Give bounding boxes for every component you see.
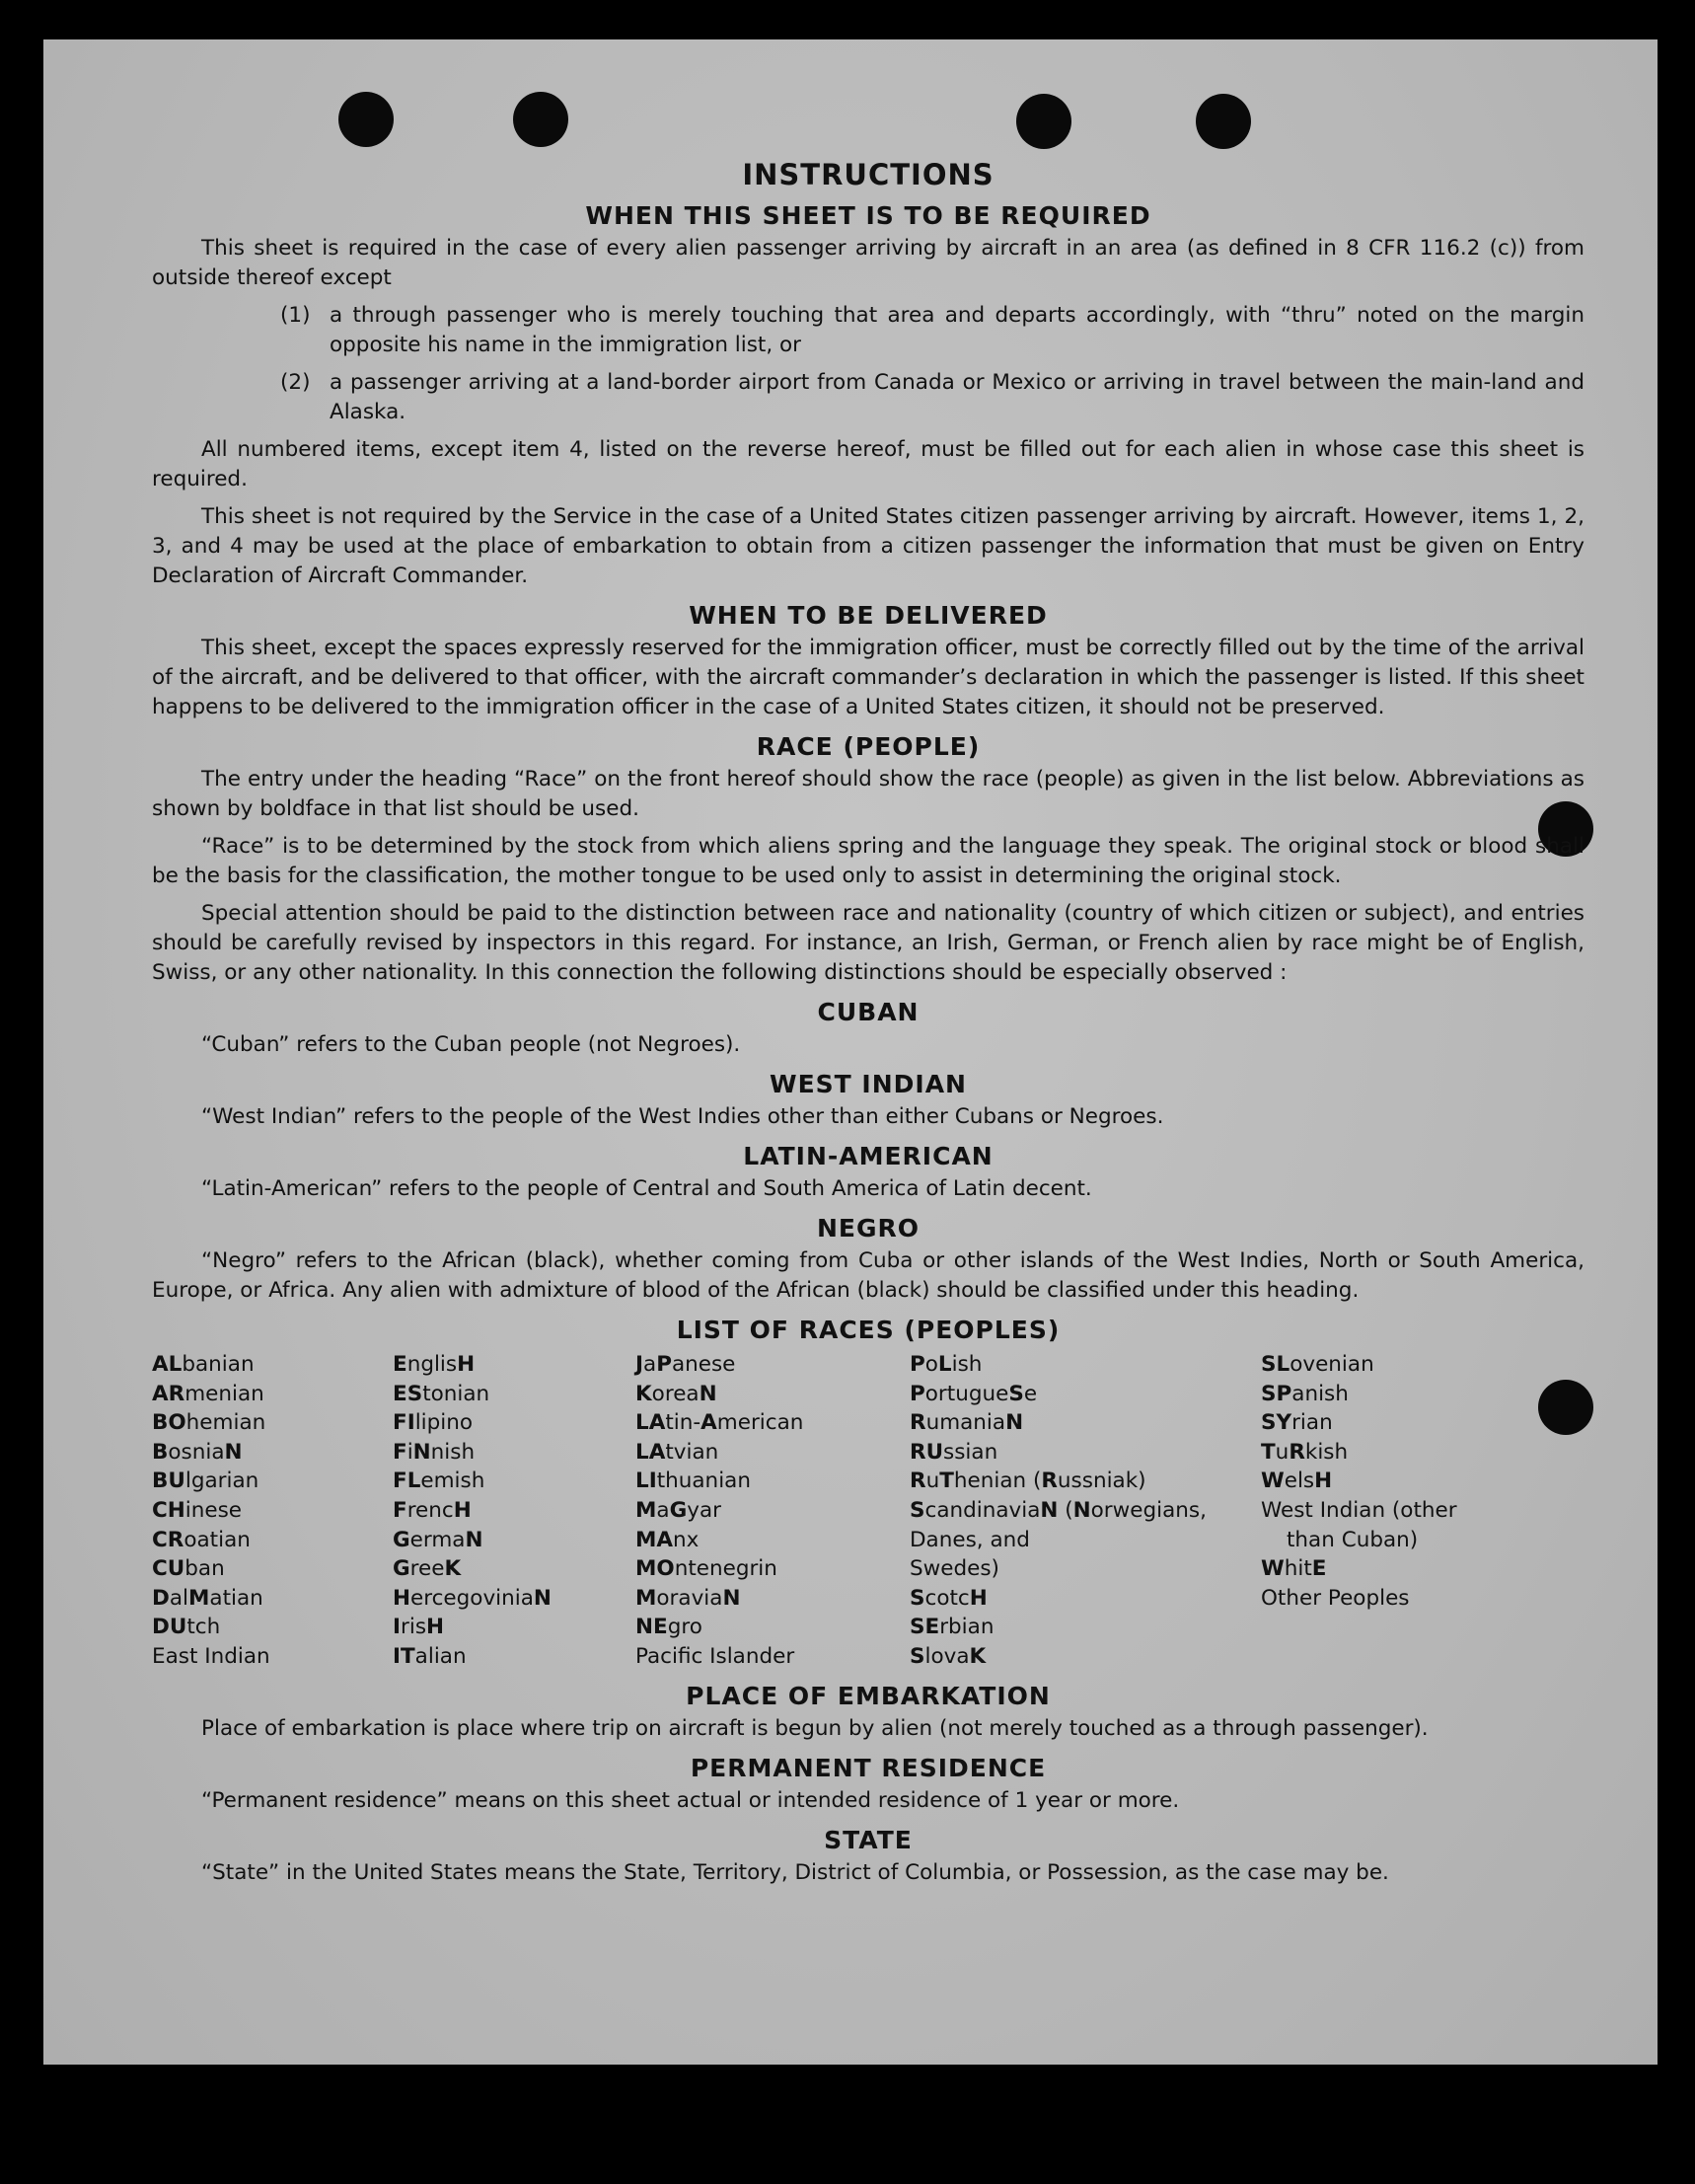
race-entry: Pacific Islander — [635, 1643, 795, 1669]
race-entry: RUssian — [910, 1439, 998, 1465]
paragraph: “Cuban” refers to the Cuban people (not Negroes). — [201, 1032, 741, 1057]
section-heading-latin-american: LATIN-AMERICAN — [743, 1142, 994, 1170]
section-heading-state: STATE — [824, 1825, 913, 1854]
punch-hole — [1016, 94, 1071, 149]
item-text: a through passenger who is merely touching that area and departs accordingly, with “thru” noted on the margin opposite his name in the immigration list, or — [330, 303, 1584, 357]
paragraph: This sheet is not required by the Service in the case of a United States citizen passenger arriving by aircraft. However, items 1, 2, 3, and 4 may be used at the place of embarkation to obtain from a citizen passenger the information that must be given on Entry Declaration of Aircraft Commander. — [152, 504, 1584, 588]
race-entry: DalMatian — [152, 1585, 263, 1611]
race-column — [1261, 1350, 1584, 1672]
section-heading-residence: PERMANENT RESIDENCE — [690, 1753, 1047, 1782]
race-entry: LIthuanian — [635, 1469, 751, 1494]
punch-hole — [513, 92, 568, 147]
section-heading-west-indian: WEST INDIAN — [770, 1070, 967, 1098]
race-entry: than Cuban) — [1287, 1527, 1419, 1552]
race-entry: RumaniaN — [910, 1410, 1024, 1436]
race-entry: BOhemian — [152, 1410, 266, 1436]
race-entry: BosniaN — [152, 1439, 243, 1465]
race-entry: SLovenian — [1261, 1352, 1374, 1377]
race-entry: CRoatian — [152, 1527, 251, 1552]
race-entry: PoLish — [910, 1352, 983, 1377]
race-entry: ScandinaviaN (Norwegians, — [910, 1497, 1207, 1523]
list-item — [152, 368, 1584, 427]
race-entry: SYrian — [1261, 1410, 1333, 1436]
race-entry: West Indian (other — [1261, 1497, 1457, 1523]
instructions-content — [152, 158, 1584, 1896]
race-entry: SErbian — [910, 1615, 995, 1640]
page-title: INSTRUCTIONS — [742, 158, 995, 191]
race-entry: WhitE — [1261, 1556, 1327, 1582]
race-entry: LAtin-American — [635, 1410, 804, 1436]
race-entry: EStonian — [393, 1381, 490, 1406]
race-entry: ALbanian — [152, 1352, 255, 1377]
race-entry: RuThenian (Russniak) — [910, 1469, 1146, 1494]
race-entry: Swedes) — [910, 1556, 999, 1582]
race-entry: PortugueSe — [910, 1381, 1038, 1406]
race-column — [635, 1350, 910, 1672]
race-entry: KoreaN — [635, 1381, 717, 1406]
races-list — [152, 1350, 1584, 1672]
section-heading-negro: NEGRO — [816, 1214, 921, 1243]
race-entry: JaPanese — [635, 1352, 736, 1377]
item-text: a passenger arriving at a land-border airport from Canada or Mexico or arriving in travel between the main-land and Alaska. — [330, 370, 1584, 424]
paragraph: “Permanent residence” means on this sheet actual or intended residence of 1 year or more. — [201, 1787, 1180, 1813]
punch-hole — [338, 92, 394, 147]
document-sheet — [43, 39, 1658, 2065]
paragraph: “Race” is to be determined by the stock from which aliens spring and the language they speak. The original stock or blood shall be the basis for the classification, the mother tongue to be used only to assist in determining the original stock. — [152, 834, 1584, 888]
paragraph: The entry under the heading “Race” on the front hereof should show the race (people) as given in the list below. Abbreviations as shown by boldface in that list should be used. — [152, 767, 1584, 821]
section-heading-list-of-races: LIST OF RACES (PEOPLES) — [676, 1316, 1061, 1344]
race-entry: ITalian — [393, 1643, 467, 1669]
paragraph: This sheet, except the spaces expressly reserved for the immigration officer, must be correctly filled out by the time of the arrival of the aircraft, and be delivered to that officer, with the aircraft commander’s declaration in which the passenger is listed. If this sheet happens to be delivered to the immigration officer in the case of a United States citizen, it should not be preserved. — [152, 636, 1584, 719]
race-entry: MaGyar — [635, 1497, 721, 1523]
race-entry: BUlgarian — [152, 1469, 259, 1494]
race-entry: FLemish — [393, 1469, 485, 1494]
race-entry: ScotcH — [910, 1585, 988, 1611]
race-entry: East Indian — [152, 1643, 270, 1669]
race-entry: GreeK — [393, 1556, 462, 1582]
race-column — [910, 1350, 1261, 1672]
race-entry: Other Peoples — [1261, 1585, 1410, 1611]
race-entry: DUtch — [152, 1615, 221, 1640]
race-entry: FiNnish — [393, 1439, 476, 1465]
item-number: (1) — [280, 303, 311, 328]
race-entry: GermaN — [393, 1527, 483, 1552]
section-heading-required: WHEN THIS SHEET IS TO BE REQUIRED — [585, 201, 1151, 230]
race-column — [152, 1350, 393, 1672]
race-entry: FrencH — [393, 1497, 472, 1523]
paragraph: “West Indian” refers to the people of the West Indies other than either Cubans or Negroes. — [201, 1104, 1164, 1129]
race-entry: IrisH — [393, 1615, 445, 1640]
race-entry: FIlipino — [393, 1410, 474, 1436]
paragraph: “State” in the United States means the State, Territory, District of Columbia, or Possession, as the case may be. — [201, 1859, 1389, 1885]
section-heading-delivered: WHEN TO BE DELIVERED — [689, 601, 1048, 630]
race-entry: SPanish — [1261, 1381, 1349, 1406]
race-entry: MAnx — [635, 1527, 700, 1552]
list-item — [152, 301, 1584, 360]
paragraph: All numbered items, except item 4, listed on the reverse hereof, must be filled out for each alien in whose case this sheet is required. — [152, 437, 1584, 491]
race-entry: LAtvian — [635, 1439, 719, 1465]
race-entry: SlovaK — [910, 1643, 987, 1669]
race-entry: EnglisH — [393, 1352, 476, 1377]
race-entry: NEgro — [635, 1615, 702, 1640]
section-heading-race: RACE (PEOPLE) — [756, 732, 981, 761]
race-entry: TuRkish — [1261, 1439, 1349, 1465]
race-entry: Danes, and — [910, 1527, 1030, 1552]
race-entry: ARmenian — [152, 1381, 264, 1406]
race-entry: CUban — [152, 1556, 225, 1582]
race-entry: MoraviaN — [635, 1585, 741, 1611]
race-entry: HercegoviniaN — [393, 1585, 552, 1611]
race-column — [393, 1350, 635, 1672]
punch-hole — [1196, 94, 1251, 149]
item-number: (2) — [280, 370, 311, 395]
paragraph: Place of embarkation is place where trip on aircraft is begun by alien (not merely touched as a through passenger). — [201, 1715, 1429, 1741]
race-entry: CHinese — [152, 1497, 243, 1523]
section-heading-embarkation: PLACE OF EMBARKATION — [686, 1681, 1051, 1710]
paragraph: “Negro” refers to the African (black), whether coming from Cuba or other islands of the West Indies, North or South America, Europe, or Africa. Any alien with admixture of blood of the African (black) should be classified under this heading. — [152, 1248, 1584, 1303]
paragraph: This sheet is required in the case of every alien passenger arriving by aircraft in an area (as defined in 8 CFR 116.2 (c)) from outside thereof except — [152, 236, 1584, 290]
section-heading-cuban: CUBAN — [817, 998, 920, 1026]
paragraph: “Latin-American” refers to the people of Central and South America of Latin decent. — [201, 1176, 1092, 1201]
paragraph: Special attention should be paid to the distinction between race and nationality (country of which citizen or subject), and entries should be carefully revised by inspectors in this regard. For instance, an Irish, German, or French alien by race might be of English, Swiss, or any other nationality. In this connection the following distinctions should be especially observed : — [152, 901, 1584, 985]
race-entry: MOntenegrin — [635, 1556, 777, 1582]
race-entry: WelsH — [1261, 1469, 1333, 1494]
